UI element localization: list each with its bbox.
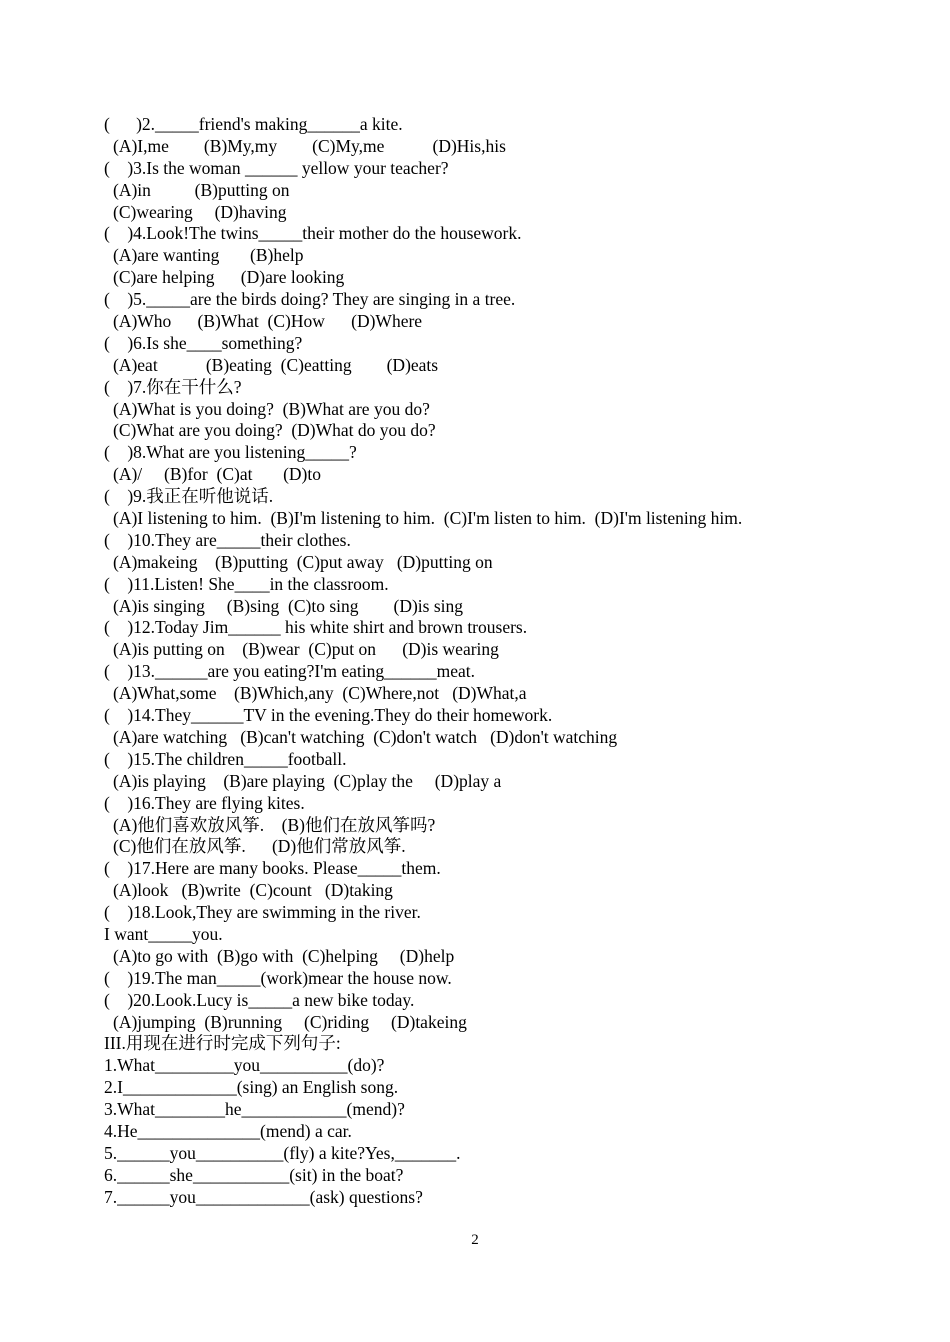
question-line: ( )2._____friend's making______a kite. [104,114,403,134]
answer-options: (A)What is you doing? (B)What are you do? [113,398,430,419]
question-line: ( )7.你在干什么? [104,376,242,397]
question-line: 1.What_________you__________(do)? [104,1055,385,1076]
question-line: 5.______you__________(fly) a kite?Yes,_______. [104,1142,461,1163]
answer-options: (A)in (B)putting on [113,179,290,200]
question-line: 6.______she___________(sit) in the boat? [104,1164,404,1185]
answer-options: (A)makeing (B)putting (C)put away (D)putting on [113,551,493,572]
answer-options: (C)wearing (D)having [113,201,287,222]
question-line: ( )10.They are_____their clothes. [104,529,351,550]
answer-options: (A)eat (B)eating (C)eatting (D)eats [113,354,439,375]
page-number: 2 [471,1232,479,1248]
answer-options: (A)I,me (B)My,my (C)My,me (D)His,his [113,135,506,156]
question-line: ( )16.They are flying kites. [104,792,305,813]
answer-options: (A)is playing (B)are playing (C)play the (D)play a [113,770,502,791]
question-line: ( )11.Listen! She____in the classroom. [104,573,389,594]
question-line: 7.______you_____________(ask) questions? [104,1186,423,1207]
answer-options: (A)/ (B)for (C)at (D)to [113,464,322,485]
question-line: ( )20.Look.Lucy is_____a new bike today. [104,989,415,1010]
answer-options: (A)is singing (B)sing (C)to sing (D)is sing [113,595,463,616]
answer-options: (A)to go with (B)go with (C)helping (D)help [113,945,455,966]
answer-options: (A)is putting on (B)wear (C)put on (D)is wearing [113,639,499,660]
question-line: ( )4.Look!The twins_____their mother do the housework. [104,223,522,244]
question-line: ( )17.Here are many books. Please_____them. [104,858,441,879]
answer-options: (C)What are you doing? (D)What do you do? [113,420,436,441]
question-line: 3.What________he____________(mend)? [104,1099,405,1120]
answer-options: (A)Who (B)What (C)How (D)Where [113,311,423,332]
question-line: ( )8.What are you listening_____? [104,442,357,463]
answer-options: (A)他们喜欢放风筝. (B)他们在放风筝吗? [113,814,436,835]
question-line: ( )19.The man_____(work)mear the house now. [104,967,452,988]
question-line: ( )13.______are you eating?I'm eating______meat. [104,661,476,682]
question-line: 2.I_____________(sing) an English song. [104,1077,399,1098]
question-line: ( )6.Is she____something? [104,332,303,353]
answer-options: (A)are watching (B)can't watching (C)don't watch (D)don't watching [113,726,618,747]
question-line: ( )5._____are the birds doing? They are singing in a tree. [104,289,516,310]
answer-options: (C)are helping (D)are looking [113,267,345,288]
question-line: 4.He______________(mend) a car. [104,1120,352,1141]
question-line: ( )15.The children_____football. [104,748,347,769]
question-line: I want_____you. [104,923,223,944]
question-line: ( )14.They______TV in the evening.They do their homework. [104,705,553,726]
answer-options: (A)are wanting (B)help [113,245,304,266]
exercise-content [104,114,924,1209]
section-heading: III.用现在进行时完成下列句子: [104,1033,341,1054]
answer-options: (A)What,some (B)Which,any (C)Where,not (D)What,a [113,683,527,704]
answer-options: (A)I listening to him. (B)I'm listening to him. (C)I'm listen to him. (D)I'm listening him. [113,508,743,529]
question-line: ( )9.我正在听他说话. [104,486,274,507]
question-line: ( )18.Look,They are swimming in the river. [104,902,421,923]
answer-options: (A)look (B)write (C)count (D)taking [113,880,393,901]
answer-options: (C)他们在放风筝. (D)他们常放风筝. [113,836,406,857]
answer-options: (A)jumping (B)running (C)riding (D)takeing [113,1011,467,1032]
question-line: ( )12.Today Jim______ his white shirt and brown trousers. [104,617,528,638]
question-line: ( )3.Is the woman ______ yellow your teacher? [104,157,449,178]
